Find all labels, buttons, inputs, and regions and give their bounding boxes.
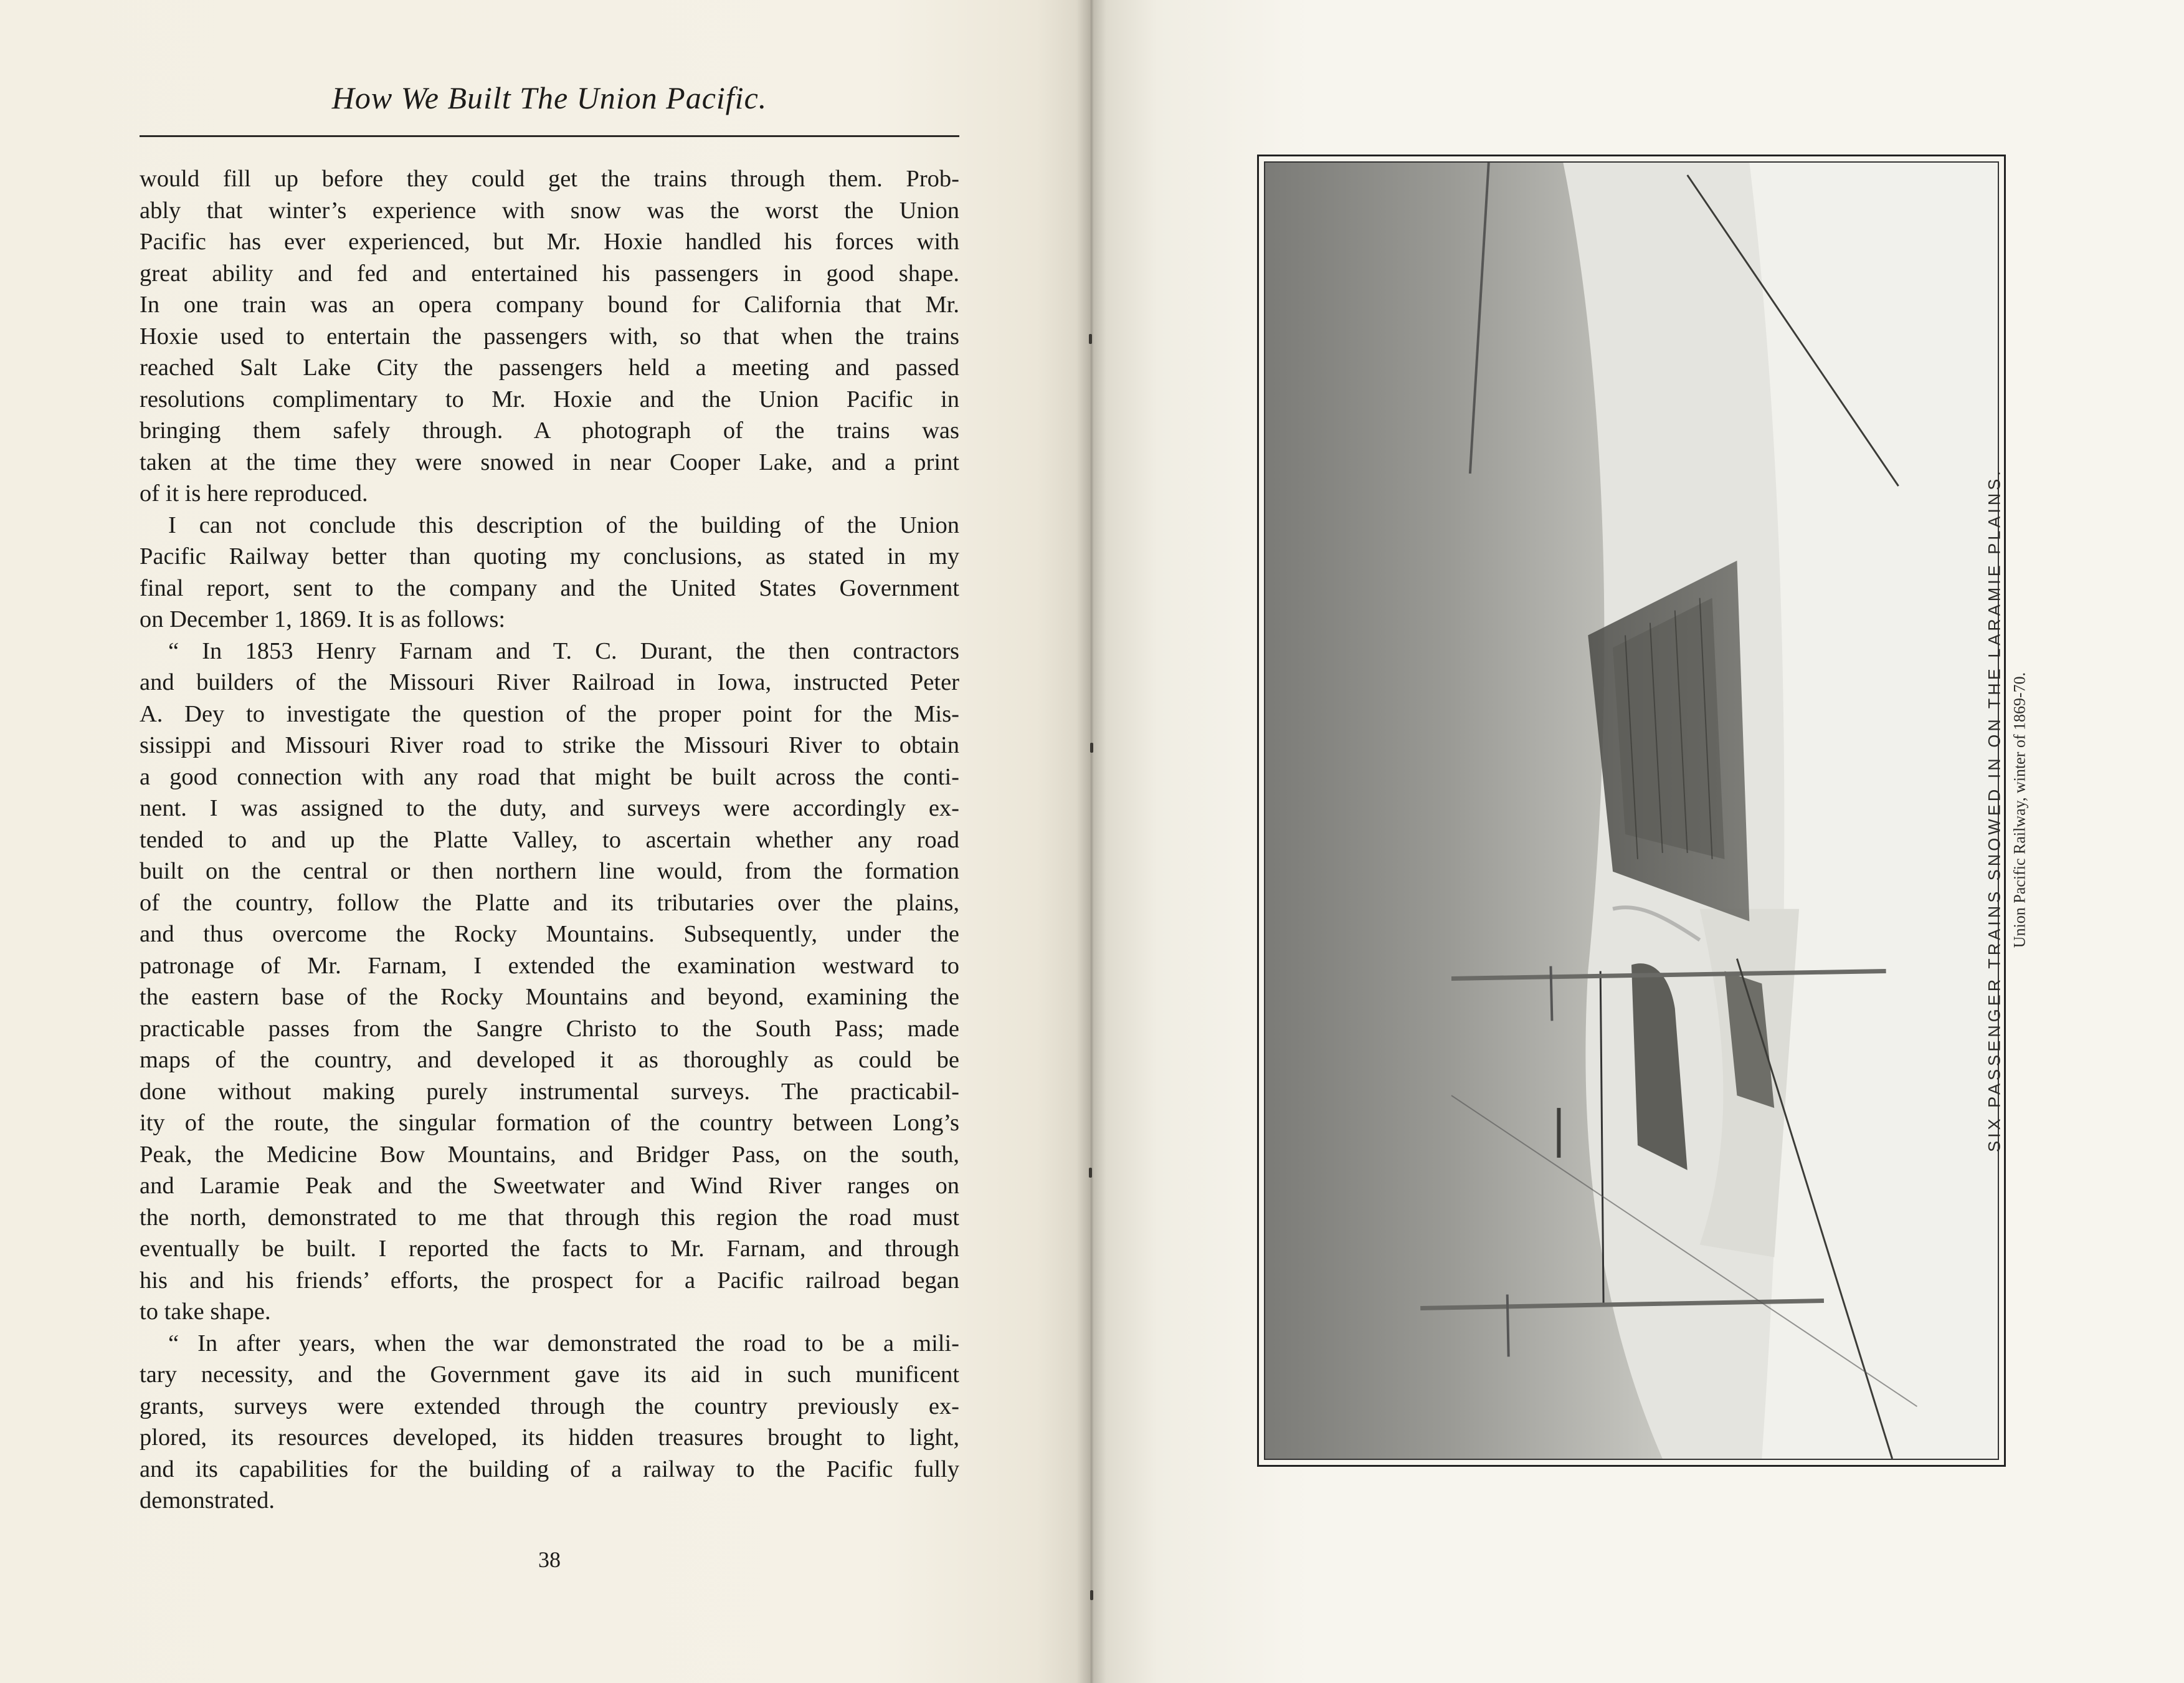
text-line: resolutions complimentary to Mr. Hoxie and the Union Pacific in bbox=[140, 386, 959, 412]
text-line: a good connection with any road that might be built across the conti- bbox=[140, 763, 959, 790]
binding-mark bbox=[1089, 1168, 1092, 1178]
text-line: final report, sent to the company and the United States Government bbox=[140, 575, 959, 601]
text-line: bringing them safely through. A photograph of the trains was bbox=[140, 417, 959, 444]
plate-caption-credit: Union Pacific Railway, winter of 1869-70. bbox=[2010, 672, 2029, 948]
page-number: 38 bbox=[538, 1547, 561, 1572]
text-line: would fill up before they could get the trains through them. Prob- bbox=[140, 166, 959, 192]
text-line: his and his friends’ efforts, the prospect for a Pacific railroad began bbox=[140, 1267, 959, 1294]
text-line: great ability and fed and entertained his passengers in good shape. bbox=[140, 260, 959, 287]
text-line: to take shape. bbox=[140, 1299, 271, 1325]
text-line: Pacific has ever experienced, but Mr. Hoxie handled his forces with bbox=[140, 229, 959, 255]
text-line: done without making purely instrumental surveys. The practicabil- bbox=[140, 1078, 959, 1105]
text-line: of it is here reproduced. bbox=[140, 480, 368, 507]
running-head: How We Built The Union Pacific. bbox=[331, 80, 767, 115]
header-rule bbox=[140, 135, 959, 137]
text-line: sissippi and Missouri River road to strike the Missouri River to obtain bbox=[140, 732, 959, 758]
text-line: on December 1, 1869. It is as follows: bbox=[140, 606, 506, 632]
text-line: plored, its resources developed, its hidden treasures brought to light, bbox=[140, 1424, 959, 1451]
text-line: of the country, follow the Platte and its tributaries over the plains, bbox=[140, 889, 959, 916]
text-line: and its capabilities for the building of a railway to the Pacific fully bbox=[140, 1456, 959, 1482]
photo-plate bbox=[1257, 155, 2006, 1467]
text-line: and Laramie Peak and the Sweetwater and Wind River ranges on bbox=[140, 1173, 959, 1199]
text-line: practicable passes from the Sangre Christo to the South Pass; made bbox=[140, 1015, 959, 1042]
text-line: tended to and up the Platte Valley, to ascertain whether any road bbox=[140, 826, 959, 853]
text-line: built on the central or then northern line would, from the formation bbox=[140, 858, 959, 884]
text-line: reached Salt Lake City the passengers held a meeting and passed bbox=[140, 355, 959, 381]
text-line: A. Dey to investigate the question of the proper point for the Mis- bbox=[140, 700, 959, 727]
text-line: patronage of Mr. Farnam, I extended the examination westward to bbox=[140, 952, 959, 979]
text-line: nent. I was assigned to the duty, and surveys were accordingly ex- bbox=[140, 795, 959, 821]
text-line: the eastern base of the Rocky Mountains and beyond, examining the bbox=[140, 984, 959, 1010]
text-line: Hoxie used to entertain the passengers with, so that when the trains bbox=[140, 323, 959, 350]
text-line: ity of the route, the singular formation of the country between Long’s bbox=[140, 1110, 959, 1136]
text-line: In one train was an opera company bound for California that Mr. bbox=[140, 292, 959, 318]
text-line: I can not conclude this description of the building of the Union bbox=[168, 512, 959, 538]
text-line: the north, demonstrated to me that through this region the road must bbox=[140, 1204, 959, 1231]
book-gutter bbox=[1076, 0, 1106, 1683]
text-line: and builders of the Missouri River Railroad in Iowa, instructed Peter bbox=[140, 669, 959, 695]
text-line: grants, surveys were extended through the country previously ex- bbox=[140, 1393, 959, 1419]
snowbound-trains-photo bbox=[1265, 163, 1998, 1459]
text-line: “ In after years, when the war demonstrated the road to be a mili- bbox=[168, 1330, 959, 1356]
text-line: Pacific Railway better than quoting my conclusions, as stated in my bbox=[140, 543, 959, 570]
text-line: Peak, the Medicine Bow Mountains, and Bridger Pass, on the south, bbox=[140, 1141, 959, 1168]
body-text bbox=[140, 163, 959, 1517]
left-page bbox=[0, 0, 1091, 1683]
text-line: ably that winter’s experience with snow was the worst the Union bbox=[140, 197, 959, 224]
text-line: “ In 1853 Henry Farnam and T. C. Durant, the then contractors bbox=[168, 637, 959, 664]
text-line: eventually be built. I reported the facts to Mr. Farnam, and through bbox=[140, 1236, 959, 1262]
text-line: and thus overcome the Rocky Mountains. Subsequently, under the bbox=[140, 921, 959, 947]
plate-photograph bbox=[1264, 161, 1999, 1460]
plate-caption-title: SIX PASSENGER TRAINS SNOWED IN ON THE LARAMIE PLAINS. bbox=[1985, 468, 2004, 1152]
binding-mark bbox=[1090, 743, 1093, 753]
binding-mark bbox=[1090, 1590, 1093, 1600]
text-line: taken at the time they were snowed in near Cooper Lake, and a print bbox=[140, 449, 959, 475]
text-line: tary necessity, and the Government gave its aid in such munificent bbox=[140, 1361, 959, 1388]
text-line: demonstrated. bbox=[140, 1487, 275, 1514]
text-line: maps of the country, and developed it as thoroughly as could be bbox=[140, 1047, 959, 1073]
binding-mark bbox=[1089, 334, 1092, 344]
